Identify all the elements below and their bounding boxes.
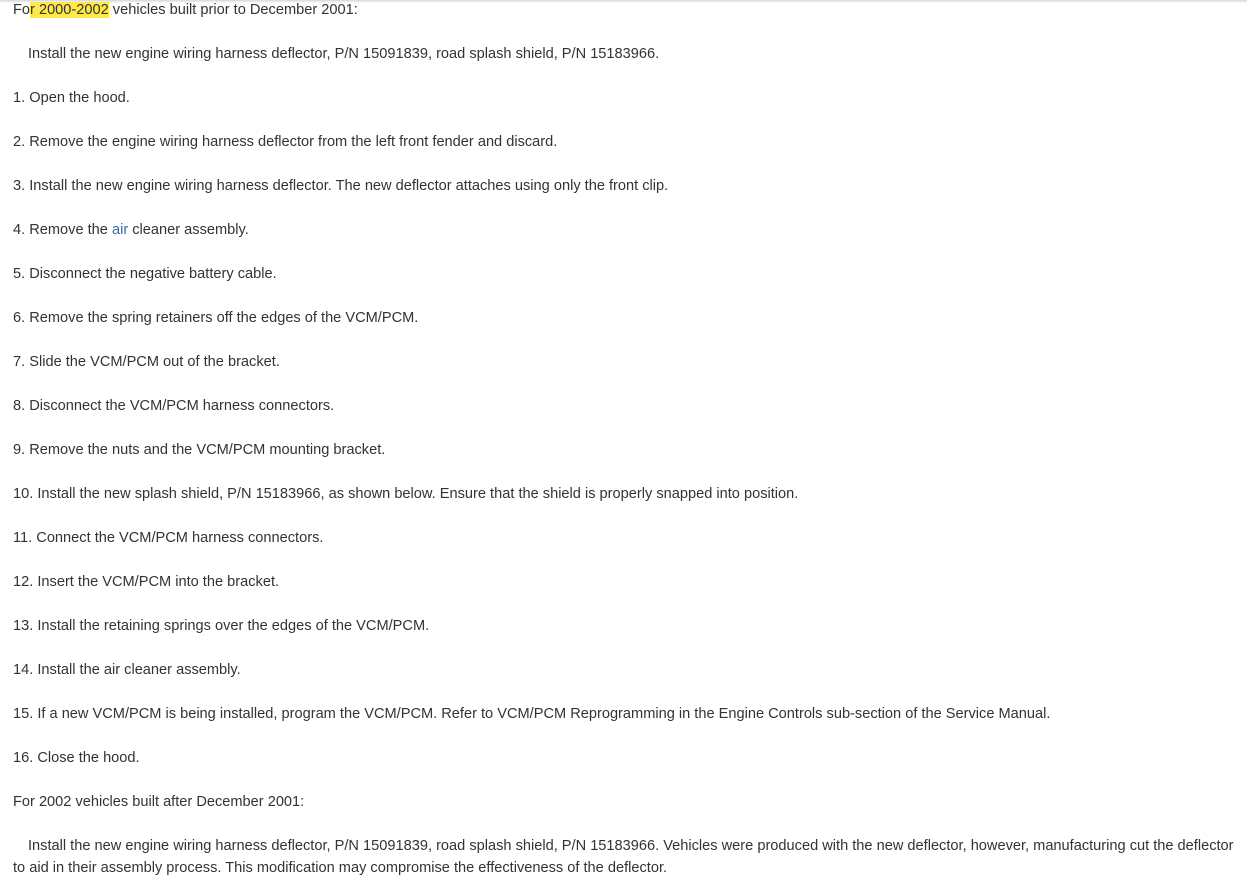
air-glossary-link[interactable]: air [111, 222, 129, 238]
step-text: Remove the nuts and the VCM/PCM mounting bracket. [29, 442, 386, 458]
step-number: 16. [13, 750, 34, 766]
step-number: 10. [13, 486, 34, 502]
heading-prefix: Fo [13, 2, 31, 18]
step-number: 8. [13, 398, 26, 414]
step-number: 6. [13, 310, 26, 326]
step-item [13, 615, 429, 637]
step-number: 14. [13, 662, 34, 678]
step-item [13, 571, 279, 593]
step-item [13, 263, 277, 285]
step-item [13, 351, 280, 373]
step-number: 13. [13, 618, 34, 634]
step-item [13, 527, 323, 549]
step-item [13, 87, 130, 109]
step-item [13, 747, 140, 769]
step-number: 1. [13, 90, 26, 106]
highlight-years: 2000-2002 [38, 2, 109, 18]
step-text: Disconnect the negative battery cable. [29, 266, 277, 282]
step-text: Install the new engine wiring harness deflector. The new deflector attaches using only the front clip. [29, 178, 669, 194]
step-number: 3. [13, 178, 26, 194]
step-text: Install the air cleaner assembly. [37, 662, 241, 678]
step-text: Open the hood. [29, 90, 130, 106]
step-text: Connect the VCM/PCM harness connectors. [36, 530, 324, 546]
step-item [13, 175, 668, 197]
step-number: 9. [13, 442, 26, 458]
step-number: 11. [13, 530, 33, 546]
step-item [13, 659, 241, 681]
step-item [13, 483, 798, 505]
section-heading-prior-2001 [13, 0, 358, 21]
step-text: Slide the VCM/PCM out of the bracket. [29, 354, 280, 370]
install-note: Install the new engine wiring harness deflector, P/N 15091839, road splash shield, P/N 15183966. [28, 46, 660, 62]
step-text: Disconnect the VCM/PCM harness connectors. [29, 398, 335, 414]
step-number: 15. [13, 706, 34, 722]
step-text: Install the new splash shield, P/N 15183966, as shown below. Ensure that the shield is properly snapped into position. [37, 486, 799, 502]
step-text: If a new VCM/PCM is being installed, program the VCM/PCM. Refer to VCM/PCM Reprogramming in the Engine Controls sub-section of the Service Manual. [37, 706, 1051, 722]
second-section-paragraph: Install the new engine wiring harness deflector, P/N 15091839, road splash shield, P/N 15183966. Vehicles were produced with the new deflector, however, manufacturing cut the deflector to aid in their assembly process. This modification may compromise the effectiveness of the deflector. [13, 838, 1234, 876]
step-text: cleaner assembly. [128, 222, 249, 238]
step-text: Insert the VCM/PCM into the bracket. [37, 574, 280, 590]
section-heading-after-2001: For 2002 vehicles built after December 2001: [13, 794, 305, 810]
step-number: 7. [13, 354, 26, 370]
step-number: 2. [13, 134, 26, 150]
search-highlight [30, 2, 109, 18]
step-number: 4. [13, 222, 26, 238]
step-item [13, 703, 1050, 725]
step-item [13, 219, 249, 241]
step-item [13, 439, 385, 461]
step-item [13, 307, 418, 329]
step-text: Remove the spring retainers off the edges of the VCM/PCM. [29, 310, 419, 326]
highlight-tail: r [30, 2, 39, 18]
heading-suffix: vehicles built prior to December 2001: [108, 2, 358, 18]
step-item [13, 131, 557, 153]
step-text: Close the hood. [37, 750, 140, 766]
step-number: 12. [13, 574, 34, 590]
step-number: 5. [13, 266, 26, 282]
step-text: Remove the [29, 222, 112, 238]
step-item [13, 395, 334, 417]
step-text: Remove the engine wiring harness deflector from the left front fender and discard. [29, 134, 558, 150]
step-text: Install the retaining springs over the edges of the VCM/PCM. [37, 618, 430, 634]
